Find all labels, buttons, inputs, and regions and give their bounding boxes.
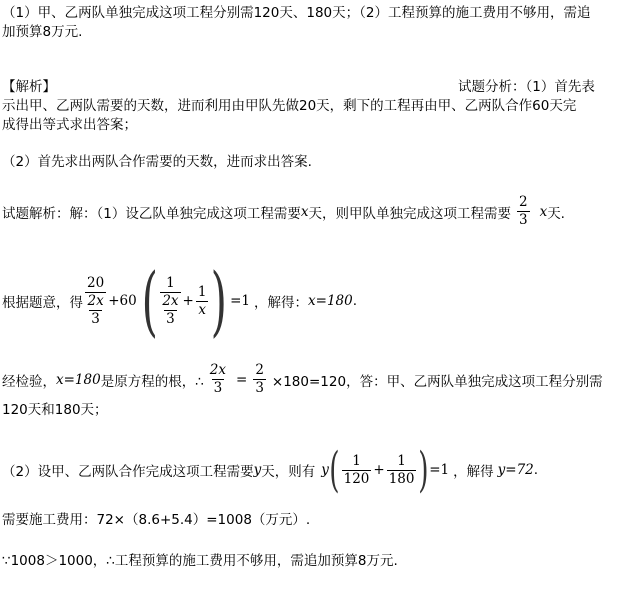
plus-sign: + (373, 462, 385, 478)
fraction-2x-over-3 (208, 362, 228, 397)
solution-intro-mid: 天，则甲队单独完成这项工程需要 (308, 205, 511, 222)
check-mid: 是原方程的根，∴ (100, 373, 204, 390)
check-tail: ×180=120，答：甲、乙两队单独完成这项工程分别需 (271, 373, 603, 390)
variable-x: x (539, 203, 548, 220)
plus-sign: + (182, 293, 194, 309)
part-2-mid: 天，则有 (261, 464, 316, 480)
fraction-1-over-180 (387, 453, 417, 488)
fraction-denominator: 120 (343, 470, 370, 487)
analysis-line-3: 成得出等式求出答案； (2, 117, 137, 133)
cost-line: 需要施工费用：72×（8.6+5.4）=1008（万元）. (2, 512, 311, 528)
check-line-2: 120天和180天； (2, 402, 108, 418)
fraction-denominator: 3 (213, 380, 223, 396)
analysis-heading: 【解析】 (2, 79, 56, 95)
inner-numerator: 2x (87, 292, 104, 309)
fraction-numerator: 20 (87, 274, 105, 291)
equation-1-result: x=180 (308, 293, 353, 309)
plus-sixty: +60 (108, 293, 137, 309)
fraction-1-over-120 (342, 453, 372, 488)
solution-intro-prefix: 试题解析：解：（1）设乙队单独完成这项工程需要 (2, 205, 301, 222)
left-paren: ( (141, 256, 158, 345)
right-paren: ) (211, 256, 228, 345)
final-conclusion: ∵1008＞1000，∴工程预算的施工费用不够用，需追加预算8万元. (2, 553, 398, 569)
left-paren: ( (329, 442, 340, 498)
fraction-1-over-x (196, 284, 209, 319)
fraction-numerator: 1 (197, 283, 207, 300)
check-prefix: 经检验， (2, 373, 56, 390)
analysis-line-2: 示出甲、乙两队需要的天数，进而利用由甲队先做20天，剩下的工程再由甲、乙两队合作60天完 (2, 98, 577, 114)
fraction-1-over-2x3 (160, 275, 180, 328)
inner-numerator: 2x (162, 292, 179, 309)
equation-1-solve-label: ，解得： (254, 295, 309, 311)
fraction-denominator (160, 292, 180, 328)
inner-denominator: 3 (166, 310, 175, 327)
fraction-denominator: 3 (255, 380, 264, 396)
right-paren: ) (418, 442, 430, 498)
analysis-intro: 试题分析：（1）首先表 (458, 79, 595, 95)
fraction-denominator: 3 (518, 212, 528, 228)
part-2-result: y=72 (497, 462, 534, 478)
equation-1-dot: . (352, 293, 358, 309)
fraction-20-over-2x3 (85, 275, 106, 328)
fraction-numerator: 1 (352, 452, 361, 469)
solution-intro-suffix: 天. (547, 205, 565, 222)
check-value: x=180 (56, 371, 101, 388)
variable-x: x (300, 203, 309, 220)
inner-denominator: 3 (91, 310, 100, 327)
answer-line-2: 加预算8万元. (2, 24, 83, 40)
part-2-prefix: （2）设甲、乙两队合作完成这项工程需要 (2, 464, 254, 480)
answer-line-1: （1）甲、乙两队单独完成这项工程分别需120天、180天；（2）工程预算的施工费用不够用，需追 (2, 5, 591, 21)
part-2-dot: . (533, 462, 539, 478)
fraction-two-thirds (253, 362, 266, 397)
equals-one: =1 (429, 462, 450, 478)
equation-1-prefix: 根据题意，得 (2, 295, 83, 311)
part-2-solve-label: ，解得 (453, 464, 494, 480)
solution-intro (2, 194, 565, 229)
fraction-numerator: 2 (518, 194, 528, 210)
analysis-line-4: （2）首先求出两队合作需要的天数，进而求出答案. (2, 154, 312, 170)
fraction-numerator: 2 (255, 362, 264, 378)
fraction-numerator: 1 (166, 274, 175, 291)
fraction-numerator: 1 (397, 452, 406, 469)
variable-y: y (321, 462, 329, 478)
equals-one: =1 (230, 293, 251, 309)
fraction-denominator (85, 292, 105, 328)
equals-sign: = (236, 371, 248, 388)
fraction-denominator: 180 (388, 470, 415, 487)
fraction-numerator: 2x (209, 362, 226, 378)
fraction-two-thirds (517, 194, 530, 229)
fraction-denominator: x (198, 301, 206, 318)
variable-y: y (253, 462, 262, 478)
check-line (2, 362, 603, 397)
part-2-equation (2, 442, 539, 498)
equation-1 (2, 256, 358, 345)
